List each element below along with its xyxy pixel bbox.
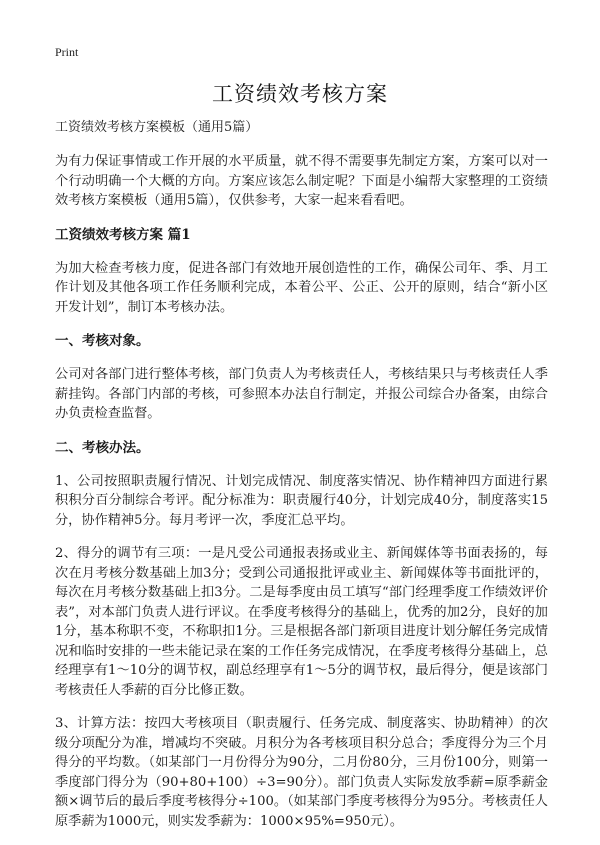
document-body	[55, 118, 548, 845]
objects-paragraph: 公司对各部门进行整体考核，部门负责人为考核责任人，考核结果只与考核责任人季薪挂钩。各部门内部的考核，可参照本办法自行制定，并报公司综合办备案，由综合办负责检查监督。	[55, 367, 548, 421]
method-1-paragraph: 1、公司按照职责履行情况、计划完成情况、制度落实情况、协作精神四方面进行累积积分百分制综合考评。配分标准为：职责履行40分，计划完成40分，制度落实15分，协作精神5分。每月考评一次，季度汇总平均。	[55, 473, 548, 528]
document-subtitle: 工资绩效考核方案模板（通用5篇）	[55, 120, 259, 135]
method-3-paragraph: 3、计算方法：按四大考核项目（职责履行、任务完成、制度落实、协助精神）的次级分项配分为准，增减均不突破。月积分为各考核项目积分总合；季度得分为三个月得分的平均数。（如某部门一月份得分为90分，二月份80分，三月份100分，则第一季度部门得分为（90+80+100）÷3=90分）。部门负责人实际发放季薪=原季薪金额×调节后的最后季度考核得分÷100。（如某部门季度考核得分为95分。考核责任人原季薪为1000元，则实发季薪为：1000×95%=950元）。	[55, 716, 548, 829]
intro-paragraph: 为有力保证事情或工作开展的水平质量，就不得不需要事先制定方案，方案可以对一个行动明确一个大概的方向。方案应该怎么制定呢？下面是小编帮大家整理的工资绩效考核方案模板（通用5篇），仅供参考，大家一起来看看吧。	[55, 154, 548, 208]
method-2-paragraph: 2、得分的调节有三项：一是凡受公司通报表扬或业主、新闻媒体等书面表扬的，每次在月考核分数基础上加3分；受到公司通报批评或业主、新闻媒体等书面批评的，每次在月考核分数基础上扣3分。二是每季度由员工填写“部门经理季度工作绩效评价表”，对本部门负责人进行评议。在季度考核得分的基础上，优秀的加2分，良好的加1分，基本称职不变，不称职扣1分。三是根据各部门新项目进度计划分解任务完成情况和临时安排的一些未能记录在案的工作任务完成情况，在季度考核得分基础上，总经理享有1～10分的调节权，副总经理享有1～5分的调节权，最后得分，便是该部门考核责任人季薪的百分比修正数。	[55, 546, 548, 698]
page-title: 工资绩效考核方案	[212, 82, 388, 106]
heading-assessment-objects: 一、考核对象。	[55, 333, 150, 349]
heading-assessment-methods: 二、考核办法。	[55, 439, 150, 456]
section-1-heading: 工资绩效考核方案 篇1	[55, 226, 191, 243]
section-1-paragraph: 为加大检查考核力度，促进各部门有效地开展创造性的工作，确保公司年、季、月工作计划及其他各项工作任务顺利完成，本着公平、公正、公开的原则，结合“新小区开发计划”，制订本考核办法。	[55, 260, 548, 315]
print-label: Print	[55, 45, 79, 59]
